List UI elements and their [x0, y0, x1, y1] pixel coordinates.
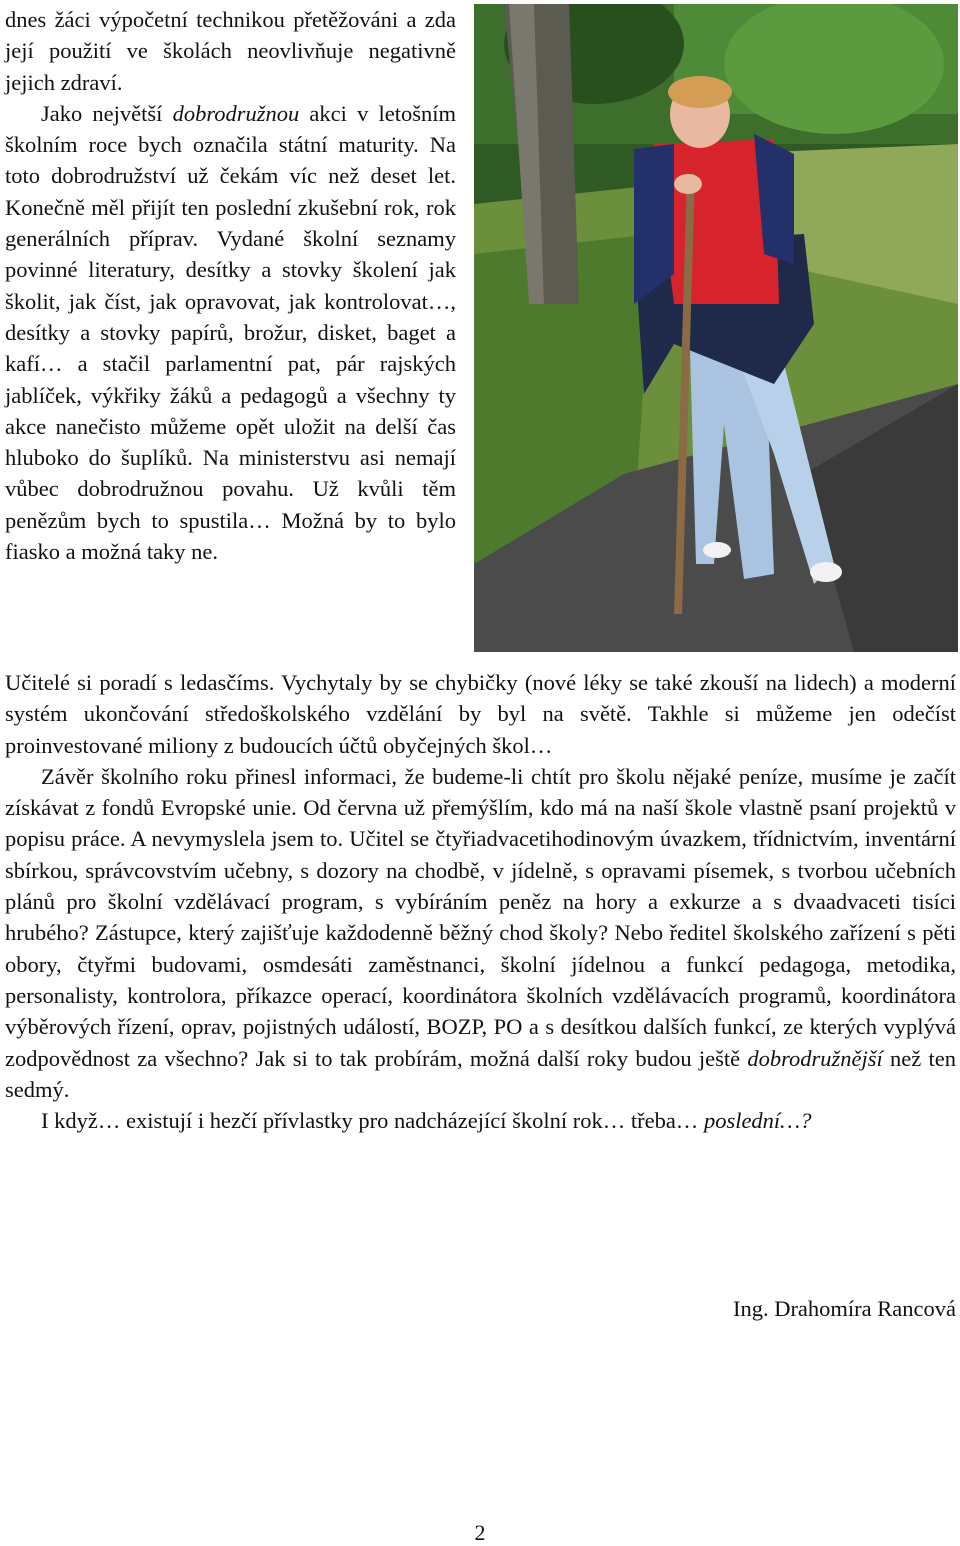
maturity-text-a: Jako největší: [41, 100, 173, 126]
paragraph-eu-funds: [5, 761, 956, 1105]
eu-text-a: Závěr školního roku přinesl informaci, že budeme-li chtít pro školu nějaké peníze, musíme je začít získávat z fondů Evropské unie. Od června už přemýšlím, kdo má na naší škole vlastně psaní projektů v popisu práce. A nevymyslela jsem to. Učitel se čtyřiadvacetihodinovým úvazkem, třídnictvím, inventární sbírkou, správcovstvím učebny, s dozory na chodbě, v jídelně, s opravami písemek, s tvorbou učebních plánů pro školní vzdělávací program, s vybíráním peněz na hory a exkurze a s dvaadvaceti tisíci hrubého? Zástupce, který zajišťuje každodenně běžný chod školy? Nebo ředitel školského zařízení s pěti obory, čtyřmi budovami, osmdesáti zaměstnanci, školní jídelnou a funkcí pedagoga, metodika, personalisty, kontrolora, příkazce operací, koordinátora školních vzdělávacích programů, koordinátora výběrových řízení, oprav, pojistných událostí, BOZP, PO a s desítkou dalších funkcí, ze kterých vyplývá zodpovědnost za všechno? Jak si to tak probírám, možná další roky budou ještě: [5, 763, 956, 1071]
eu-italic: dobrodružnější: [747, 1045, 883, 1071]
paragraph-closing: [5, 1105, 956, 1136]
paragraph-maturity-cont: Učitelé si poradí s ledasčíms. Vychytaly by se chybičky (nové léky se také zkouší na lidech) a moderní systém ukončování středoškolského vzdělání by byl na světě. Takhle si můžeme jen odečíst proinvestované miliony z budoucích účtů obyčejných škol…: [5, 670, 956, 758]
closing-italic: poslední…?: [703, 1108, 812, 1134]
closing-text: I když… existují i hezčí přívlastky pro nadcházející školní rok… třeba…: [41, 1108, 704, 1134]
paragraph-intro-cont: dnes žáci výpočetní technikou přetěžováni a zda její použití ve školách neovlivňuje negativně jejich zdraví.: [5, 7, 456, 95]
page-number: 2: [474, 1520, 486, 1545]
full-width-text: [5, 667, 956, 1136]
photo-illustration: [474, 4, 958, 652]
maturity-italic: dobrodružnou: [172, 100, 300, 126]
paragraph-maturity: [5, 98, 456, 567]
photo-woman-with-walking-stick: [474, 4, 958, 652]
column-text: [5, 4, 456, 567]
eu-text-b: než ten sedmý.: [5, 1045, 956, 1102]
maturity-text-b: akci v letošním školním roce bych označila státní maturity. Na toto dobrodružství už čekám víc než deset let. Konečně měl přijít ten poslední zkušební rok, rok generálních příprav. Vydané školní seznamy povinné literatury, desítky a stovky školení jak školit, jak číst, jak opravovat, jak kontrolovat…, desítky a stovky papírů, brožur, disket, baget a kafí… a stačil parlamentní pat, pár rajských jablíček, výkřiky žáků a pedagogů a všechny ty akce nanečisto můžeme opět uložit na delší čas hluboko do šuplíků. Na ministerstvu asi nemají vůbec dobrodružnou povahu. Už kvůli těm penězům bych to spustila… Možná by to bylo fiasko a možná taky ne.: [5, 100, 456, 565]
author-signature: Ing. Drahomíra Rancová: [732, 1296, 956, 1321]
